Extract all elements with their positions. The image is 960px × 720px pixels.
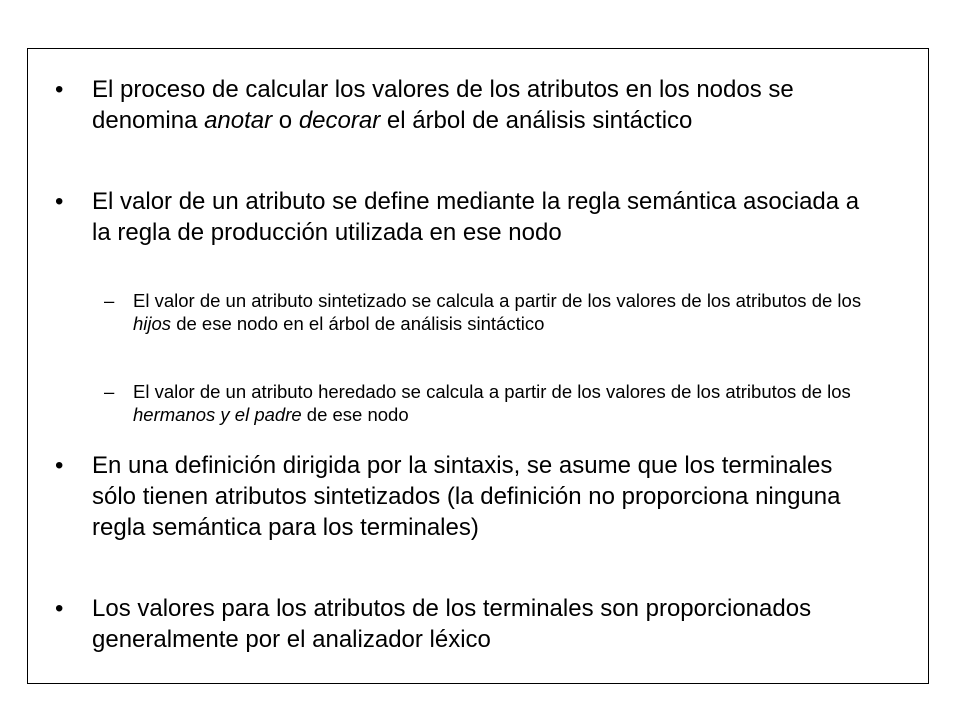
italic-term: anotar	[204, 107, 273, 134]
bullet-text: Los valores para los atributos de los terminales son proporcionados generalmente por el analizador léxico	[92, 595, 812, 653]
slide-frame	[27, 48, 929, 684]
bullet-item	[55, 593, 875, 655]
bullet-item	[55, 74, 875, 136]
bullet-text: El proceso de calcular los valores de los atributos en los nodos se denomina anotar o decorar el árbol de análisis sintáctico	[92, 76, 794, 134]
dash-marker: –	[104, 290, 115, 311]
bullet-text: El valor de un atributo se define mediante la regla semántica asociada a la regla de producción utilizada en ese nodo	[92, 188, 860, 246]
sub-bullet-item	[104, 380, 904, 426]
bullet-marker: •	[55, 595, 64, 622]
italic-term: hermanos y el padre	[133, 404, 302, 425]
bullet-item	[55, 450, 875, 543]
bullet-item	[55, 186, 875, 248]
sub-bullet-text: El valor de un atributo sintetizado se calcula a partir de los valores de los atributos de los hijos de ese nodo en el árbol de análisis sintáctico	[133, 290, 862, 334]
italic-term: hijos	[133, 313, 172, 334]
bullet-marker: •	[55, 76, 64, 103]
bullet-marker: •	[55, 188, 64, 215]
dash-marker: –	[104, 381, 115, 402]
sub-bullet-text: El valor de un atributo heredado se calcula a partir de los valores de los atributos de los hermanos y el padre de ese nodo	[133, 381, 851, 425]
bullet-text: En una definición dirigida por la sintaxis, se asume que los terminales sólo tienen atributos sintetizados (la definición no proporciona ninguna regla semántica para los terminales)	[92, 452, 841, 541]
bullet-marker: •	[55, 452, 64, 479]
sub-bullet-item	[104, 289, 904, 335]
italic-term: decorar	[298, 107, 381, 134]
